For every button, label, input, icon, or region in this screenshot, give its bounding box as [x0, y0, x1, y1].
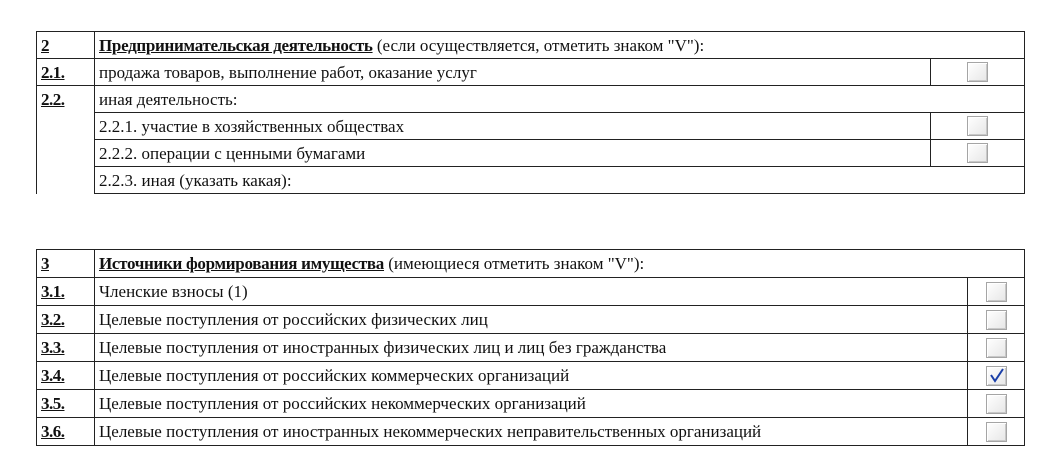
table-row	[37, 86, 1025, 113]
section-number: 2	[37, 32, 95, 59]
source-checkbox[interactable]	[986, 394, 1007, 414]
row-label: 2.2.1. участие в хозяйственных обществах	[95, 113, 931, 140]
section-title-cell	[95, 250, 1025, 278]
table-row	[37, 167, 1025, 194]
row-number: 3.3.	[37, 334, 95, 362]
row-number: 3.4.	[37, 362, 95, 390]
row-label: иная деятельность:	[95, 86, 1025, 113]
row-number: 2.1.	[37, 59, 95, 86]
checkbox-cell	[968, 334, 1025, 362]
row-label: Членские взносы (1)	[95, 278, 968, 306]
checkbox-cell	[931, 59, 1025, 86]
checkbox-cell	[968, 390, 1025, 418]
source-checkbox[interactable]	[986, 282, 1007, 302]
activity-checkbox[interactable]	[967, 62, 988, 82]
check-mark-icon	[989, 368, 1005, 384]
source-checkbox[interactable]	[986, 366, 1007, 386]
row-label: 2.2.2. операции с ценными бумагами	[95, 140, 931, 167]
source-checkbox[interactable]	[986, 338, 1007, 358]
checkbox-cell	[931, 113, 1025, 140]
table-row	[37, 362, 1025, 390]
table-row	[37, 418, 1025, 446]
activity-checkbox[interactable]	[967, 143, 988, 163]
table-row	[37, 390, 1025, 418]
row-label: Целевые поступления от российских физических лиц	[95, 306, 968, 334]
table-row	[37, 278, 1025, 306]
source-checkbox[interactable]	[986, 422, 1007, 442]
section-number: 3	[37, 250, 95, 278]
section-title-cell	[95, 32, 1025, 59]
table-row	[37, 334, 1025, 362]
section-3-header	[37, 250, 1025, 278]
activity-checkbox[interactable]	[967, 116, 988, 136]
row-label: Целевые поступления от иностранных некоммерческих неправительственных организаций	[95, 418, 968, 446]
table-row	[37, 59, 1025, 86]
section-note: (имеющиеся отметить знаком "V"):	[384, 254, 645, 273]
section-2-header	[37, 32, 1025, 59]
section-3-table	[36, 249, 1025, 446]
row-number: 2.2.	[37, 86, 95, 113]
table-row	[37, 140, 1025, 167]
row-number-empty	[37, 113, 95, 194]
row-number: 3.1.	[37, 278, 95, 306]
checkbox-cell	[968, 278, 1025, 306]
section-2-table	[36, 31, 1025, 194]
checkbox-cell	[968, 418, 1025, 446]
row-label: Целевые поступления от иностранных физических лиц и лиц без гражданства	[95, 334, 968, 362]
table-row	[37, 113, 1025, 140]
source-checkbox[interactable]	[986, 310, 1007, 330]
row-number: 3.5.	[37, 390, 95, 418]
section-title: Источники формирования имущества	[99, 254, 385, 273]
checkbox-cell	[968, 306, 1025, 334]
section-title: Предпринимательская деятельность	[99, 35, 373, 55]
section-note: (если осуществляется, отметить знаком "V"):	[372, 35, 705, 55]
row-label: продажа товаров, выполнение работ, оказание услуг	[95, 59, 931, 86]
row-label: 2.2.3. иная (указать какая):	[95, 167, 1025, 194]
table-row	[37, 306, 1025, 334]
checkbox-cell	[968, 362, 1025, 390]
checkbox-cell	[931, 140, 1025, 167]
row-label: Целевые поступления от российских коммерческих организаций	[95, 362, 968, 390]
row-number: 3.6.	[37, 418, 95, 446]
row-label: Целевые поступления от российских некоммерческих организаций	[95, 390, 968, 418]
row-number: 3.2.	[37, 306, 95, 334]
